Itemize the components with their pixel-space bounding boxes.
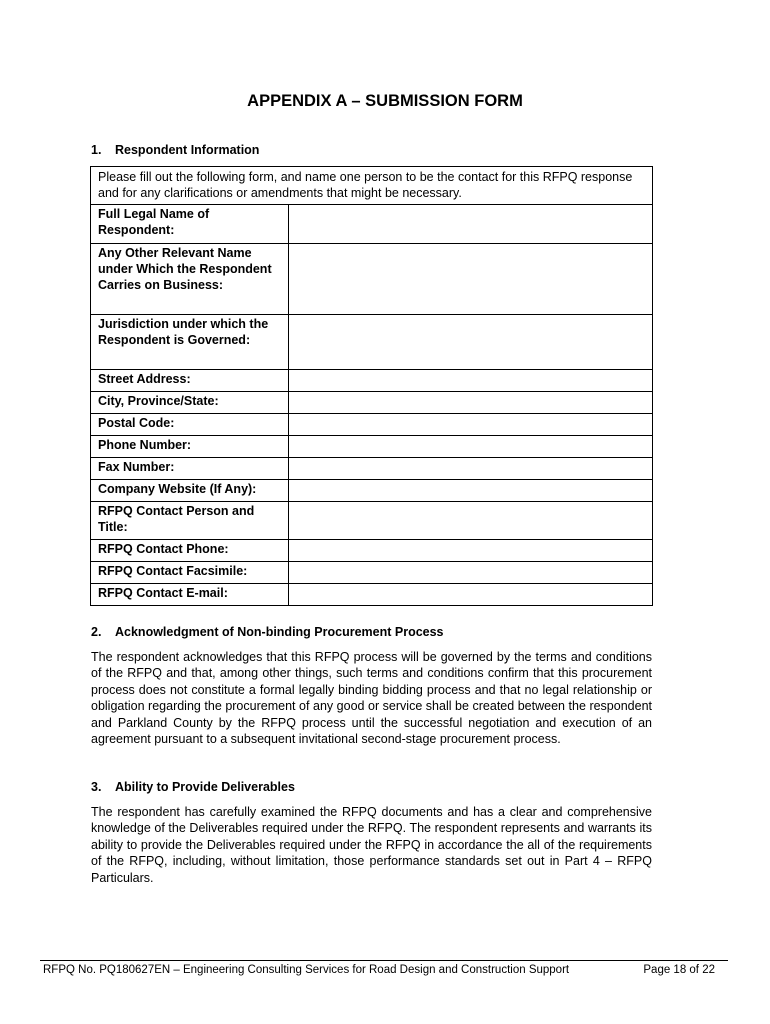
section-2-body: The respondent acknowledges that this RFPQ process will be governed by the terms and conditions of the RFPQ and that, among other things, such terms and conditions confirm that this procurement process does not constitute a formal legally binding bidding process and that no legal relationship or obligation regarding the procurement of any good or service shall be created between the respondent and Parkland County by the RFPQ process until the successful negotiation and execution of an agreement pursuant to a subsequent invitational second-stage procurement process.	[91, 650, 652, 747]
section-number: 1.	[91, 143, 102, 157]
field-input-full-legal-name[interactable]	[289, 205, 653, 244]
footer-document-reference: RFPQ No. PQ180627EN – Engineering Consulting Services for Road Design and Construction Support	[43, 964, 570, 976]
field-input-jurisdiction[interactable]	[289, 315, 653, 370]
footer-page-number: Page 18 of 22	[643, 964, 715, 976]
field-label-contact-facsimile: RFPQ Contact Facsimile:	[91, 562, 289, 584]
field-input-contact-email[interactable]	[289, 584, 653, 606]
field-label-city: City, Province/State:	[91, 392, 289, 414]
field-input-postal-code[interactable]	[289, 414, 653, 436]
field-label-phone: Phone Number:	[91, 436, 289, 458]
field-label-contact-email: RFPQ Contact E-mail:	[91, 584, 289, 606]
form-instructions: Please fill out the following form, and name one person to be the contact for this RFPQ response and for any clarifications or amendments that might be necessary.	[91, 167, 653, 205]
field-input-fax[interactable]	[289, 458, 653, 480]
field-input-other-name[interactable]	[289, 244, 653, 315]
page-title: APPENDIX A – SUBMISSION FORM	[247, 92, 523, 110]
page-footer	[43, 964, 715, 976]
field-input-phone[interactable]	[289, 436, 653, 458]
field-input-contact-facsimile[interactable]	[289, 562, 653, 584]
field-label-other-name: Any Other Relevant Name under Which the Respondent Carries on Business:	[91, 244, 289, 315]
field-label-contact-person: RFPQ Contact Person and Title:	[91, 502, 289, 540]
field-label-jurisdiction: Jurisdiction under which the Respondent is Governed:	[91, 315, 289, 370]
section-number: 3.	[91, 780, 102, 794]
field-label-fax: Fax Number:	[91, 458, 289, 480]
section-title: Acknowledgment of Non-binding Procurement Process	[115, 625, 444, 639]
field-input-contact-person[interactable]	[289, 502, 653, 540]
section-number: 2.	[91, 625, 102, 639]
section-3-body: The respondent has carefully examined the RFPQ documents and has a clear and comprehensive knowledge of the Deliverables required under the RFPQ. The respondent represents and warrants its ability to provide the Deliverables required under the RFPQ in accordance the all of the requirements of the RFPQ, including, without limitation, those performance standards set out in Part 4 – RFPQ Particulars.	[91, 805, 652, 885]
field-label-postal-code: Postal Code:	[91, 414, 289, 436]
respondent-information-table	[90, 166, 653, 606]
field-label-full-legal-name: Full Legal Name of Respondent:	[91, 205, 289, 244]
section-1-heading	[91, 143, 259, 157]
field-label-contact-phone: RFPQ Contact Phone:	[91, 540, 289, 562]
field-label-street-address: Street Address:	[91, 370, 289, 392]
field-label-website: Company Website (If Any):	[91, 480, 289, 502]
section-3-heading	[91, 780, 295, 794]
footer-divider	[40, 960, 728, 961]
section-2-heading	[91, 625, 444, 639]
section-title: Respondent Information	[115, 143, 260, 157]
field-input-website[interactable]	[289, 480, 653, 502]
field-input-street-address[interactable]	[289, 370, 653, 392]
field-input-city[interactable]	[289, 392, 653, 414]
section-title: Ability to Provide Deliverables	[115, 780, 295, 794]
field-input-contact-phone[interactable]	[289, 540, 653, 562]
